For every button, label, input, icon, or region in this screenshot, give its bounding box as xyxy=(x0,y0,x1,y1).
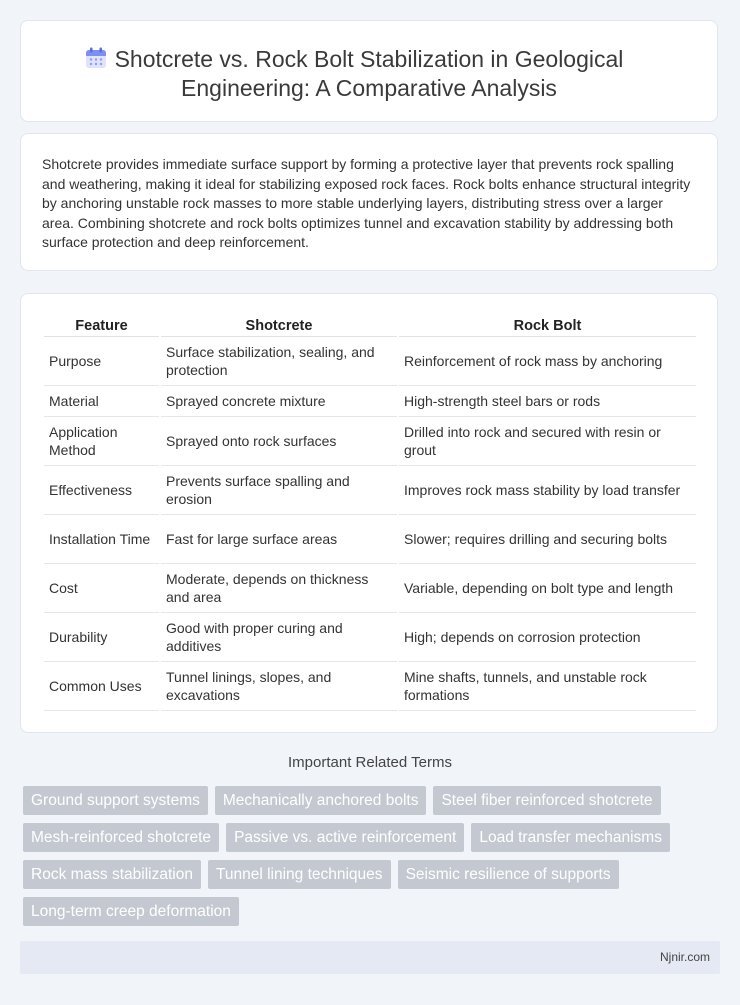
feature-cell: Purpose xyxy=(44,337,159,386)
rock-bolt-cell: Variable, depending on bolt type and length xyxy=(399,564,696,613)
rock-bolt-cell: Mine shafts, tunnels, and unstable rock formations xyxy=(399,662,696,711)
table-row xyxy=(44,564,696,613)
shotcrete-cell: Good with proper curing and additives xyxy=(161,613,397,662)
related-term-tag[interactable]: Long-term creep deformation xyxy=(23,897,239,926)
shotcrete-cell: Moderate, depends on thickness and area xyxy=(161,564,397,613)
table-row xyxy=(44,417,696,466)
related-terms-heading: Important Related Terms xyxy=(288,754,452,771)
feature-cell: Durability xyxy=(44,613,159,662)
related-term-tag[interactable]: Mechanically anchored bolts xyxy=(215,786,427,815)
shotcrete-cell: Fast for large surface areas xyxy=(161,515,397,564)
related-terms-list xyxy=(23,786,713,926)
table-row xyxy=(44,613,696,662)
related-term-tag[interactable]: Steel fiber reinforced shotcrete xyxy=(433,786,660,815)
shotcrete-cell: Sprayed onto rock surfaces xyxy=(161,417,397,466)
rock-bolt-cell: High-strength steel bars or rods xyxy=(399,386,696,417)
footer-bar xyxy=(20,941,720,974)
feature-cell: Cost xyxy=(44,564,159,613)
intro-paragraph: Shotcrete provides immediate surface support by forming a protective layer that prevents rock spalling and weathering, making it ideal for stabilizing exposed rock faces. Rock bolts enhance structural integrity by anchoring unstable rock masses to more stable underlying layers, distributing stress over a larger area. Combining shotcrete and rock bolts optimizes tunnel and excavation stability by addressing both surface protection and deep reinforcement. xyxy=(42,156,691,250)
related-term-tag[interactable]: Load transfer mechanisms xyxy=(471,823,670,852)
related-term-tag[interactable]: Passive vs. active reinforcement xyxy=(226,823,464,852)
feature-cell: Installation Time xyxy=(44,515,159,564)
table-row xyxy=(44,466,696,515)
header-shotcrete: Shotcrete xyxy=(161,316,397,337)
intro-card xyxy=(20,133,718,271)
page-title-line-2: Engineering: A Comparative Analysis xyxy=(181,75,557,101)
table-row xyxy=(44,386,696,417)
table-row xyxy=(44,515,696,564)
rock-bolt-cell: High; depends on corrosion protection xyxy=(399,613,696,662)
page-title-line-1: Shotcrete vs. Rock Bolt Stabilization in Geological xyxy=(114,46,624,72)
table-header-row xyxy=(44,316,696,337)
related-term-tag[interactable]: Ground support systems xyxy=(23,786,208,815)
page-title xyxy=(21,45,717,103)
shotcrete-cell: Tunnel linings, slopes, and excavations xyxy=(161,662,397,711)
related-term-tag[interactable]: Tunnel lining techniques xyxy=(208,860,391,889)
feature-cell: Application Method xyxy=(44,417,159,466)
rock-bolt-cell: Improves rock mass stability by load transfer xyxy=(399,466,696,515)
feature-cell: Effectiveness xyxy=(44,466,159,515)
footer-site-link[interactable]: Njnir.com xyxy=(659,950,710,964)
related-term-tag[interactable]: Seismic resilience of supports xyxy=(398,860,619,889)
shotcrete-cell: Surface stabilization, sealing, and protection xyxy=(161,337,397,386)
rock-bolt-cell: Slower; requires drilling and securing bolts xyxy=(399,515,696,564)
comparison-table xyxy=(42,316,698,711)
feature-cell: Material xyxy=(44,386,159,417)
table-row xyxy=(44,662,696,711)
feature-cell: Common Uses xyxy=(44,662,159,711)
related-term-tag[interactable]: Mesh-reinforced shotcrete xyxy=(23,823,219,852)
table-row xyxy=(44,337,696,386)
comparison-card xyxy=(20,293,718,733)
header-rock-bolt: Rock Bolt xyxy=(399,316,696,337)
related-term-tag[interactable]: Rock mass stabilization xyxy=(23,860,201,889)
rock-bolt-cell: Reinforcement of rock mass by anchoring xyxy=(399,337,696,386)
header-feature: Feature xyxy=(44,316,159,337)
title-card xyxy=(20,20,718,122)
shotcrete-cell: Sprayed concrete mixture xyxy=(161,386,397,417)
rock-bolt-cell: Drilled into rock and secured with resin or grout xyxy=(399,417,696,466)
shotcrete-cell: Prevents surface spalling and erosion xyxy=(161,466,397,515)
